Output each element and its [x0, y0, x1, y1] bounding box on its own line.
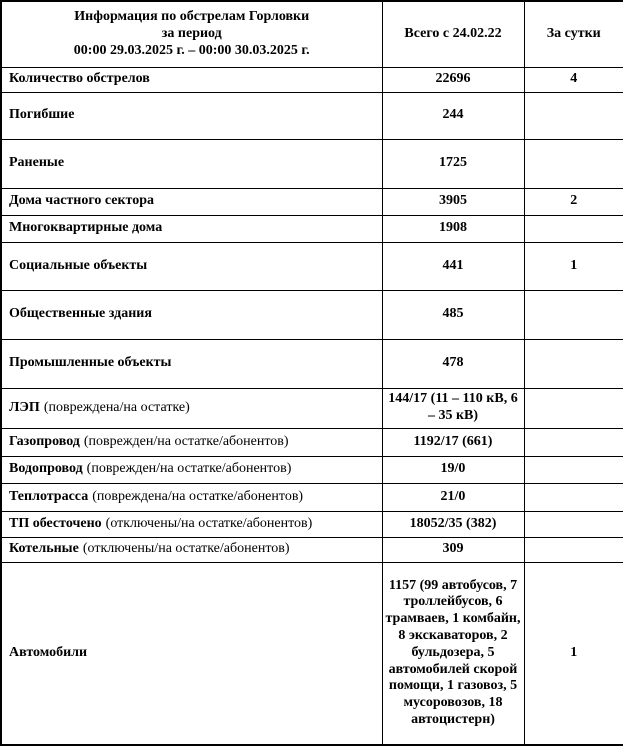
row-daily-value: 1: [524, 562, 623, 745]
header-row: [1, 1, 623, 67]
row-label: ЛЭП: [9, 399, 40, 415]
row-label: Дома частного сектора: [9, 193, 155, 209]
row-daily-value: [524, 92, 623, 139]
title-line-2: за период: [161, 25, 222, 41]
row-daily-value: [524, 139, 623, 188]
row-total-value: 19/0: [382, 456, 524, 483]
row-label: Промышленные объекты: [9, 355, 172, 371]
row-label: Котельные: [9, 541, 79, 557]
row-daily-value: [524, 483, 623, 511]
row-daily-value: [524, 339, 623, 388]
row-label-cell: [1, 388, 382, 428]
row-total-value: 1908: [382, 215, 524, 242]
row-daily-value: 1: [524, 242, 623, 290]
row-label-cell: [1, 428, 382, 456]
table-body: [1, 67, 623, 745]
table-row: [1, 92, 623, 139]
row-label: ТП обесточено: [9, 515, 102, 531]
row-label-cell: [1, 67, 382, 92]
table-row: [1, 242, 623, 290]
table-row: [1, 456, 623, 483]
table-row: [1, 483, 623, 511]
row-total-value: 1725: [382, 139, 524, 188]
row-label: Социальные объекты: [9, 257, 148, 273]
row-label-note: (поврежден/на остатке/абонентов): [86, 461, 292, 477]
row-label-note: (повреждена/на остатке): [43, 399, 190, 415]
row-total-value: 21/0: [382, 483, 524, 511]
row-total-value: 244: [382, 92, 524, 139]
row-total-value: 1192/17 (661): [382, 428, 524, 456]
row-label-note: (поврежден/на остатке/абонентов): [83, 433, 289, 449]
table-row: [1, 388, 623, 428]
row-total-value: 144/17 (11 – 110 кВ, 6 – 35 кВ): [382, 388, 524, 428]
table-row: [1, 215, 623, 242]
row-daily-value: 2: [524, 188, 623, 215]
row-label-cell: [1, 562, 382, 745]
row-daily-value: [524, 428, 623, 456]
row-label: Автомобили: [9, 644, 88, 660]
row-label: Теплотрасса: [9, 488, 89, 504]
row-label-cell: [1, 242, 382, 290]
row-total-value: 309: [382, 537, 524, 562]
row-label: Водопровод: [9, 461, 83, 477]
title-line-1: Информация по обстрелам Горловки: [74, 9, 310, 25]
row-label: Газопровод: [9, 433, 80, 449]
row-daily-value: [524, 511, 623, 537]
row-daily-value: 4: [524, 67, 623, 92]
row-label-cell: [1, 139, 382, 188]
row-label-cell: [1, 215, 382, 242]
row-label-note: (отключены/на остатке/абонентов): [82, 541, 290, 557]
table-row: [1, 67, 623, 92]
row-total-value: 478: [382, 339, 524, 388]
row-label-cell: [1, 483, 382, 511]
title-line-3: 00:00 29.03.2025 г. – 00:00 30.03.2025 г.: [73, 42, 310, 58]
row-total-value: 485: [382, 290, 524, 339]
column-header-daily: За сутки: [524, 1, 623, 67]
table-title: [1, 1, 382, 67]
column-header-total: Всего с 24.02.22: [382, 1, 524, 67]
row-label-cell: [1, 92, 382, 139]
row-label-cell: [1, 456, 382, 483]
table-row: [1, 562, 623, 745]
row-daily-value: [524, 456, 623, 483]
table-row: [1, 188, 623, 215]
row-total-value: 22696: [382, 67, 524, 92]
table-row: [1, 290, 623, 339]
row-label: Погибшие: [9, 107, 75, 123]
row-label-cell: [1, 290, 382, 339]
row-daily-value: [524, 290, 623, 339]
row-label-cell: [1, 339, 382, 388]
row-label: Общественные здания: [9, 306, 152, 322]
row-label-note: (отключены/на остатке/абонентов): [105, 515, 313, 531]
table-row: [1, 428, 623, 456]
row-total-value: 441: [382, 242, 524, 290]
row-label: Раненые: [9, 155, 65, 171]
row-daily-value: [524, 388, 623, 428]
row-daily-value: [524, 537, 623, 562]
table-row: [1, 537, 623, 562]
table-row: [1, 339, 623, 388]
table-row: [1, 139, 623, 188]
row-daily-value: [524, 215, 623, 242]
row-label: Количество обстрелов: [9, 71, 150, 87]
row-label: Многоквартирные дома: [9, 220, 163, 236]
table-row: [1, 511, 623, 537]
row-label-cell: [1, 511, 382, 537]
table-header: [1, 1, 623, 67]
row-label-note: (повреждена/на остатке/абонентов): [92, 488, 304, 504]
row-total-value: 18052/35 (382): [382, 511, 524, 537]
row-label-cell: [1, 537, 382, 562]
row-label-cell: [1, 188, 382, 215]
row-total-value: 3905: [382, 188, 524, 215]
row-total-value: 1157 (99 автобусов, 7 троллейбусов, 6 трамваев, 1 комбайн, 8 экскаваторов, 2 бульдозера, 5 автомобилей скорой помощи, 1 газовоз, 5 мусоровозов, 18 автоцистерн): [382, 562, 524, 745]
